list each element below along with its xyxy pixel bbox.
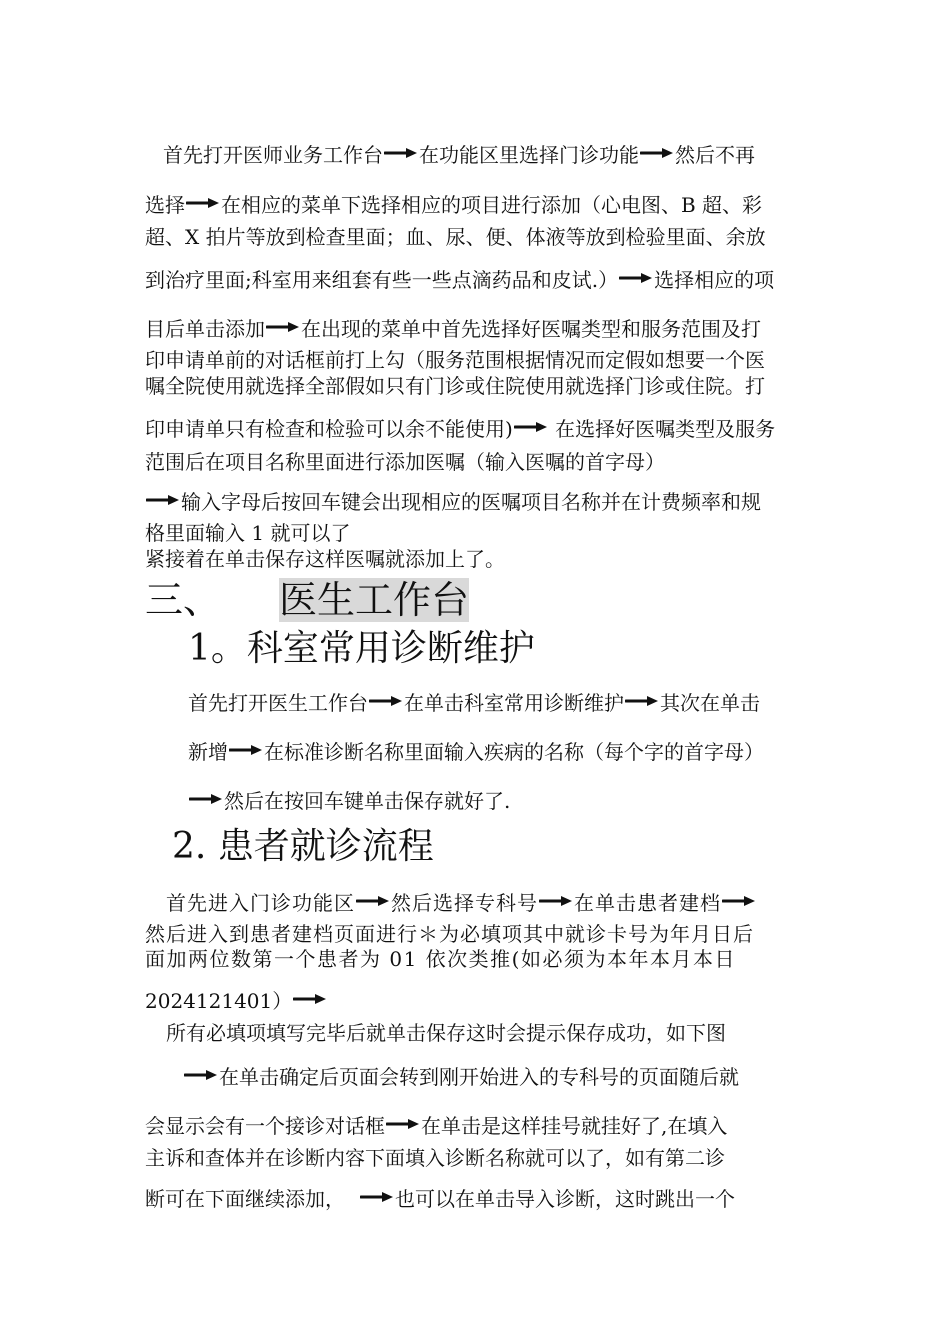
paragraph-line [188, 739, 764, 765]
paragraph-line [145, 224, 766, 250]
heading-title: 医生工作台 [279, 578, 470, 622]
text-segment: 嘱全院使用就选择全部假如只有门诊或住院使用就选择门诊或住院。打 [145, 374, 765, 398]
text-segment: 主诉和查体并在诊断内容下面填入诊断名称就可以了，如有第二诊 [145, 1146, 725, 1170]
text-segment: 在功能区里选择门诊功能 [419, 143, 639, 167]
text-segment: 选择相应的项 [654, 268, 775, 292]
text-segment: 印申请单只有检查和检验可以余不能使用) [145, 417, 513, 441]
right-arrow-icon [514, 421, 548, 433]
paragraph-line [145, 416, 775, 442]
text-segment: 在出现的菜单中首先选择好医嘱类型和服务范围及打 [301, 317, 761, 341]
text-segment: 也可以在单击导入诊断，这时跳出一个 [395, 1187, 735, 1211]
paragraph-line [145, 192, 762, 218]
text-segment: 首先打开医生工作台 [188, 691, 368, 715]
text-segment: 首先进入门诊功能区 [166, 891, 355, 915]
text-segment: 在单击是这样挂号就挂好了,在填入 [421, 1114, 728, 1138]
subsection-title: 1。科室常用诊断维护 [188, 628, 535, 669]
text-segment: 所有必填项填写完毕后就单击保存这时会提示保存成功，如下图 [166, 1021, 726, 1045]
text-segment: 然后不再 [675, 143, 755, 167]
text-segment: 然后在按回车键单击保存就好了. [224, 789, 511, 813]
text-segment: 印申请单前的对话框前打上勾（服务范围根据情况而定假如想要一个医 [145, 348, 765, 372]
right-arrow-icon [356, 895, 390, 907]
right-arrow-icon [186, 197, 220, 209]
paragraph-line [183, 1064, 739, 1090]
paragraph-line [145, 489, 761, 515]
paragraph-line [145, 921, 754, 947]
right-arrow-icon [189, 793, 223, 805]
right-arrow-icon [369, 695, 403, 707]
text-segment: 新增 [188, 740, 228, 764]
right-arrow-icon [619, 272, 653, 284]
text-segment: 其次在单击 [660, 691, 760, 715]
paragraph-line [145, 546, 505, 572]
text-segment: 断可在下面继续添加， [145, 1187, 345, 1211]
right-arrow-icon [229, 744, 263, 756]
text-segment: 格里面输入 1 就可以了 [145, 521, 351, 545]
right-arrow-icon [722, 895, 756, 907]
text-segment: 在相应的菜单下选择相应的项目进行添加（心电图、B 超、彩 [221, 193, 763, 217]
right-arrow-icon [386, 1118, 420, 1130]
text-segment: 在单击患者建档 [574, 891, 721, 915]
right-arrow-icon [360, 1191, 394, 1203]
paragraph-line [145, 347, 765, 373]
text-segment: 首先打开医师业务工作台 [163, 143, 383, 167]
paragraph-line [145, 520, 350, 546]
heading-number: 三、 [145, 578, 222, 622]
text-segment: 选择 [145, 193, 185, 217]
paragraph-line [188, 690, 760, 716]
right-arrow-icon [146, 494, 180, 506]
paragraph-line [145, 1145, 725, 1171]
subsection-title: 2. 患者就诊流程 [172, 826, 434, 867]
paragraph-line [188, 788, 510, 814]
text-segment: 2024121401） [145, 989, 293, 1013]
text-segment: 范围后在项目名称里面进行添加医嘱（输入医嘱的首字母） [145, 450, 665, 474]
text-segment: 目后单击添加 [145, 317, 265, 341]
paragraph-line [145, 373, 765, 399]
right-arrow-icon [184, 1069, 218, 1081]
paragraph-line [166, 1020, 726, 1046]
paragraph-line [145, 267, 774, 293]
text-segment: 在选择好医嘱类型及服务 [548, 417, 776, 441]
paragraph-line [145, 1186, 735, 1212]
text-segment: 在单击科室常用诊断维护 [404, 691, 624, 715]
text-segment: 在标准诊断名称里面输入疾病的名称（每个字的首字母） [264, 740, 764, 764]
paragraph-line [145, 449, 665, 475]
section-heading [145, 578, 469, 622]
text-segment: 到治疗里面;科室用来组套有些一些点滴药品和皮试.） [145, 268, 619, 292]
text-segment: 会显示会有一个接诊对话框 [145, 1114, 385, 1138]
text-segment: 然后进入到患者建档页面进行＊为必填项其中就诊卡号为年月日后 [145, 922, 754, 946]
paragraph-line [163, 142, 755, 168]
paragraph-line [145, 316, 761, 342]
text-segment: 超、X 拍片等放到检查里面；血、尿、便、体液等放到检验里面、余放 [145, 225, 766, 249]
paragraph-line [145, 946, 736, 972]
right-arrow-icon [266, 321, 300, 333]
paragraph-line [145, 1113, 727, 1139]
right-arrow-icon [539, 895, 573, 907]
paragraph-line [145, 988, 328, 1014]
right-arrow-icon [640, 147, 674, 159]
text-segment: 紧接着在单击保存这样医嘱就添加上了。 [145, 547, 505, 571]
right-arrow-icon [384, 147, 418, 159]
right-arrow-icon [293, 993, 327, 1005]
text-segment: 面加两位数第一个患者为 01 依次类推(如必须为本年本月本日 [145, 947, 736, 971]
right-arrow-icon [625, 695, 659, 707]
text-segment: 输入字母后按回车键会出现相应的医嘱项目名称并在计费频率和规 [181, 490, 761, 514]
text-segment: 在单击确定后页面会转到刚开始进入的专科号的页面随后就 [219, 1065, 739, 1089]
paragraph-line [166, 890, 757, 916]
text-segment: 然后选择专科号 [391, 891, 538, 915]
